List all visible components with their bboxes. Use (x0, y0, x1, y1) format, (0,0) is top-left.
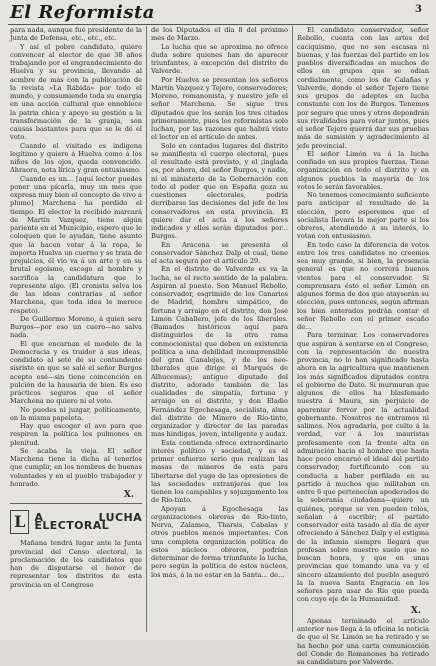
drop-cap: L (10, 510, 29, 534)
paragraph: El que encarnan el modelo de la Democracia y es traidor á sus ideas, condidato al seté de su contundente sisriste en que se salé el señor Burgos acepto esé—sin tiene coincención en pulción de la hausaría de bien. Es eso prácticos seguros que el señor Marchena no quiere ni el voto. (10, 339, 142, 406)
paragraph: Mañana tendrá lugar ante la Junta provincial del Censo electoral, la proclamación de los candidatos que han de disputarse el honor de representar los distritos de esta provincia en el Congreso (10, 539, 142, 589)
paragraph: Para terminar. Los conservadores que aspiran á sentarse en el Congreso, con la representación de nuestra provincia, no lo han significado hasta ahora en la agricultura que mantienen los más significados diputados contra el gobierno de Dato. Si murmuran que algunos de ellos ha blasfemado nuestra á Maura, sin perjuicio de aparentar fervor por la actualidad gobernante. Nosotros no entramos ni salimos. Nos agradaría, por culto á la verdad, ver á los mauristas profesamente con la frente alta en admiración hacia el hombre que hasta hace poco encarnó el ideal del partido conservador, fortificando con su conducta a haber perfilado en su partido á muchos que militaban en entre 6 que pertenecían apoderados de la soberanía ciudadana—quiere un quiénes, porque se ven pueden tolos, señalan á escribir; el partido conservador está tasado al día de ayer ofreciendo á Sánchez Dalp y el estigma de la infamia siempre llegará que profesan sobre nuestro suelo que no buscan honra, y que en unas provincias que tomando una va y el sincero alzamiento del pueblo aseguró la la nueva Santa Engracia en los señores para usar de Río que pueda con cuyo eje de la Humanidad. (297, 331, 429, 604)
column-1 (10, 26, 142, 634)
paragraph: Apoyan á Egochesaga las organizaciones obreras de Río-tinto, Nerva, Zalamea, Tharsis, Cabalas y otros pueblos menos importantes. Con una completa organización política de estos núcleos obreros, podrían determinar de forma triunfante la lucha, pero según la política de estos núcleos, los más, á la no estar en la Santa... de... (151, 504, 288, 579)
paragraph: De Guillermo Moreno, á quien sera Burgos—por eso un cuero—no salva nada. (10, 314, 142, 340)
paragraph: Solo en contados lugares del distrito se manifiesta el cuerpo electoral, pues el resultado está previsto, y el ¡inglada es, por ahora, del señor Burgos, y nadie, ni el ministerio de la Gobernación con todo el poder que en España goza su cuestiones electorales, podría derribarse las decisiones del jefe de los conservadores en esta provincia. El quiere dar el acta á los señores indicados y ellos serán diputados por... Burgos. (151, 141, 288, 241)
newspaper-title: El Reformista (10, 2, 155, 23)
paragraph: No tenemos conocimiento suficiente para anticipar el resultado de la elección, pero esperemos que el socialista llevará la mejor parte si los obreros, atendiendo á su interés, lo votan con entusiasmo. (297, 191, 429, 241)
paragraph: En Aracena se presenta el conservador Sánchez Dalp el cual, tiene el acta segura por el artículo 29. (151, 240, 288, 265)
paragraph: de los Diputados el día 8 del próximo mes de Marzo. (151, 26, 288, 43)
paragraph: para nada, aunque fué presidente de la Junta de Defensa, etc., etc., etc. (10, 26, 142, 43)
column-divider (146, 26, 147, 632)
paragraph: La lucha que se aproxima no ofrece duda sobre quienes han de aparecer triunfantes, á excepción del distrito de Valverde. (151, 42, 288, 76)
paragraph: Cuando es un... [aquí lector puedes poner una pícarla, muy un mes que expresa muy bien el concepto de vivo á plumo] Marchena ha perdido el tiempo. El elector la recibido marcarà de Martín Vazquez, tiene algún pariente en el Municipio, espero que le coloquen que le ayudan, tiene asunto que la hacen votar á la ropa, le importa Huelva un cuerno y se trata de prejuicios, él vio va á un arte y en su brutal egoísmo, escoge al hombre y sacrifica la candidatura que lo represente algo. (El cronista selva los de las ideas contrarias al señor Marchena, que toda idea le merece respeto). (10, 174, 142, 315)
paragraph: Apenas terminado el artículo anterior nos llega á la oficina la noticia de que el Sr. Limón se ha retirado y se ha hecho por una carta comunicación del Conde de Romanones ha retirado su candidatura por Valverde. (297, 616, 429, 666)
paragraph: Por Huelva se presentan los señores Martín Vazquez y Tejero, conservadores; Moreno, romanonista, y nuestro jefe el señor Marchena. Se sigue tres diputados que los serán los tres citados primeramente, pues los reformistas solo luchan, por las razones que habrá visto el lector en el artículo de antes. (151, 75, 288, 142)
column-divider (292, 26, 293, 632)
divider (10, 503, 142, 504)
page-number: 3 (415, 4, 422, 15)
paragraph: Y así el pobre candidato, quiere convencer al elector de que 38 años trabajando por el engrandecimiento de Huelva y su provincia, llevando al acmbre de más con la publicación de la revista «La Rábida» por todo el mundo, y consumiendo toda su energía en una acción cultural que ennoblece la patria chica y apoyo su gestión a la transformación de la granja, son causas bastantes para que se le dé el voto. (10, 42, 142, 142)
paragraph: Hay que escoger el ave para que respiren la política los pulmones en plenitud. (10, 422, 142, 447)
section-heading (10, 510, 142, 534)
paragraph: En todo caso la diferencia de votos entre los tres candidatos no creemos sea muy grande, si bien, la presencia general es que no correrá buenos vientos para el conservador. Si comprensara ésto el señor Limón en algunos forma de dos que atayserán su elección, pues entonces, según afirman los bien enterados podrán contar el señor Rebollo con el primer escaño de... (297, 240, 429, 331)
article-signature: X. (410, 605, 421, 616)
paragraph: Cuando el visitado es indigena legítimo y quiere á Huelva como á los niños de los ojos, queda convencido. Ahraora, nota lírica y gran entusiasmo. (10, 141, 142, 175)
paragraph: Esta contienda ofrece extraordinario interés político y sociedad, y es el primer esfuerzo serio que realizan las masas de mineros de esta para libertarse del yugo de las opresiones de las sociedades extranjeras que los tienen los campables y sojuzgamento los de Río-tinto. (151, 438, 288, 505)
paragraph: Se acaba la vieja. El señor Marchena tiene la dicha al tenerlos que cumplir, en los nombres de buenas voluntades y en el pueblo trabajador y honrado. (10, 446, 142, 488)
paragraph: No puedes ni juzgar, políticamente, en la misma papeleta. (10, 405, 142, 422)
column-2 (151, 26, 288, 634)
article-signature: X. (123, 490, 134, 500)
section-title: A LUCHA ELECTORAL (34, 511, 142, 533)
paragraph: En el distrito de Valverde es va la lucha, se el recto sentido de la palabra. Aspiran al puesto. Son Manuel Rebollo, conservador, esgrimido de los Canarios de Madrid, hombre simpático, de fortuna y arraigo en el distrito, don José Limón Caballero, jefe de los liberales. (Bamados históricos aquí para distinguirlos de la otra rama conmocionista) que deben en existencia política a una debilidad incomprensible del gran Canalejas, y de los neo-liberales que dirige el Marqués de Alhucemas); antiguo diputado del distrito, adorado también de las cualidades de simpatía, fortuna y arraigo en el distrito, y don Eladio Fernández Egochesaga, socialista, alma del distrito de Minero de Río-tinto, organizador y director de las paradas mas hindigas, joven, inteligente y audaz. (151, 265, 288, 439)
masthead (8, 2, 428, 25)
paragraph: El candidato conservador, señor Rebollo, cuenta con las artes del caciquismo, que no son escasas ni buenas, y las fuerzas del partido en los pueblos diversificadas en muchos de ellos en grupos que se odian cordialmente, como los de Calañas y Valverde, donde el señor Tejero tiene sus grupos de adeptos en lucha constante con los de Burgos. Tenemos por seguro que unos y otros depondrán sus rivalidades para votar juntos, pues el señor Tejero querrá dar sus pruebas más de sumisión y agradecimiento al jefe provincial. (297, 26, 429, 150)
column-3 (297, 26, 429, 666)
paragraph: El señor Limón va á la lucha confiado en sus propios fuerzas. Tiene organización en todo el distrito y en algunos pueblos la mayoría de los votos le serán favorables. (297, 149, 429, 191)
